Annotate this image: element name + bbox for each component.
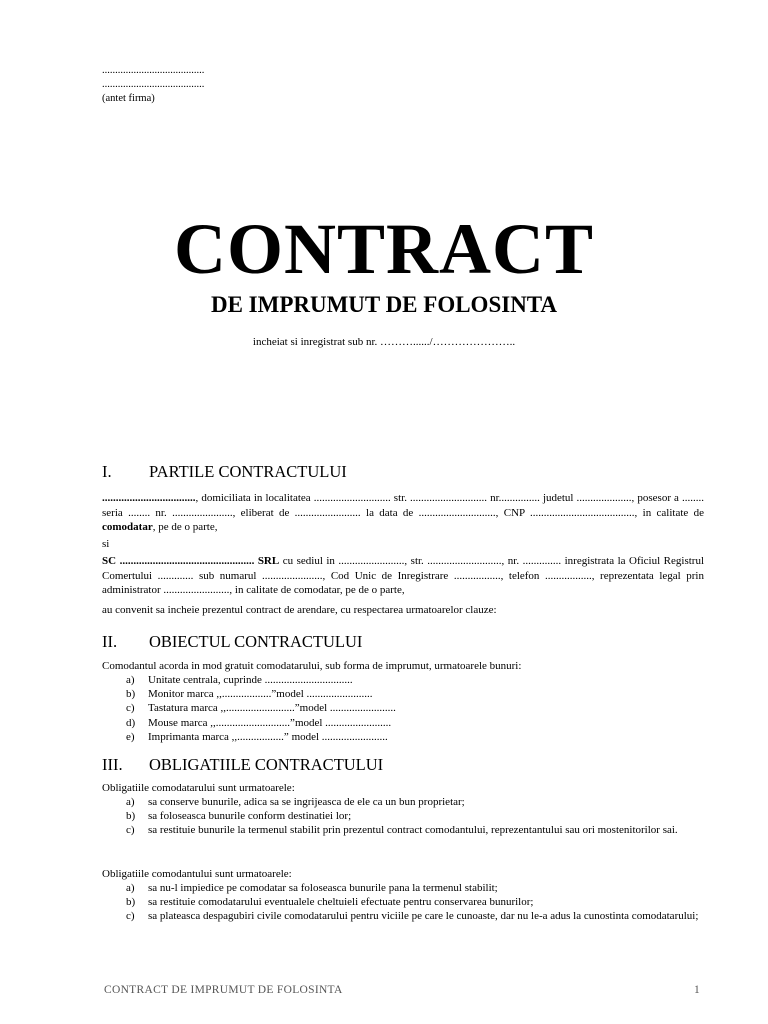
party2-name-blank: ................................................. [119, 555, 255, 567]
document-title: CONTRACT [173, 209, 595, 289]
list-item: d) Mouse marca ,,...........................”model ........................ [126, 716, 392, 729]
convened-line: au convenit sa incheie prezentul contract de arendare, cu respectarea urmatoarelor clauze: [102, 604, 497, 616]
list-item: c) sa plateasca despagubiri civile comodatarului pentru viciile pe care le cunoaste, dar nu le-a adus la cunostinta comodatarului; [126, 910, 699, 923]
list-item: c) sa restituie bunurile la termenul stabilit prin prezentul contract comodantului, reprezentantului sau ori mostenitorilor sai. [126, 824, 678, 837]
party2-paragraph [102, 554, 704, 598]
party2-sc: SC [102, 555, 117, 567]
obligations-comodant-list [102, 881, 704, 924]
section-title: OBLIGATIILE CONTRACTULUI [149, 755, 384, 774]
document-subtitle: DE IMPRUMUT DE FOLOSINTA [210, 292, 558, 317]
party1-role: comodatar [102, 521, 153, 533]
footer-title: CONTRACT DE IMPRUMUT DE FOLOSINTA [104, 984, 343, 996]
list-item: e) Imprimanta marca ,,.................” model ........................ [126, 730, 388, 743]
obligations-comodant-intro: Obligatiile comodantului sunt urmatoarele: [102, 868, 292, 880]
conjunction-si: si [102, 538, 110, 550]
party1-text: , domiciliata in localitatea ............................ str. ............................ nr............... judetul ...................., posesor a ........ seria ........ nr. ......................, eliberat de ........................ la data de ............................, CNP ......................................, in calitate de [102, 492, 704, 519]
section-heading [102, 632, 362, 652]
section-title: PARTILE CONTRACTULUI [149, 462, 347, 481]
object-intro: Comodantul acorda in mod gratuit comodatarului, sub forma de imprumut, urmatoarele bunuri: [102, 660, 522, 672]
section-title: OBIECTUL CONTRACTULUI [149, 632, 363, 651]
obligations-comodatar-list [102, 795, 704, 838]
list-item: a) sa conserve bunurile, adica sa se ingrijeasca de ele ca un bun proprietar; [126, 796, 465, 808]
section-heading [102, 462, 347, 482]
list-item: b) sa foloseasca bunurile conform destinatiei lor; [126, 810, 352, 823]
list-item: b) sa restituie comodatarului eventualele cheltuieli efectuate pentru conservarea bunurilor; [126, 896, 534, 909]
section-heading [102, 755, 383, 775]
list-item: b) Monitor marca ,,..................”model ........................ [126, 688, 373, 701]
list-item: a) sa nu-l impiedice pe comodatar sa foloseasca bunurile pana la termenul stabilit; [126, 882, 498, 894]
section-number: I. [102, 462, 112, 481]
letterhead-line: ....................................... [102, 79, 205, 90]
party1-paragraph [102, 491, 704, 535]
letterhead [102, 64, 204, 106]
page-number: 1 [694, 984, 700, 996]
party1-end: , pe de o parte, [152, 521, 218, 533]
section-number: II. [102, 632, 118, 651]
letterhead-label: (antet firma) [102, 93, 155, 104]
list-item: a) Unitate centrala, cuprinde ................................ [126, 674, 353, 686]
party2-text: cu sediul in ........................, str. ..........................., nr. .............. inregistrata la Oficiul Registrul Comertului ............. sub numarul ......................, Cod Unic de Inregistrare ................., telefon ................., reprezentata legal prin administrator ........................, in calitate de comodatar, pe de o parte, [102, 555, 704, 596]
object-list [102, 673, 704, 744]
section-number: III. [102, 755, 123, 774]
letterhead-line: ....................................... [102, 65, 205, 76]
party2-srl: SRL [257, 555, 280, 567]
registration-line: incheiat si inregistrat sub nr. ………....../………………….. [252, 336, 516, 348]
list-item: c) Tastatura marca ,,.........................”model ........................ [126, 702, 396, 715]
party1-name-blank: .................................. [102, 492, 196, 504]
obligations-comodatar-intro: Obligatiile comodatarului sunt urmatoarele: [102, 782, 295, 794]
